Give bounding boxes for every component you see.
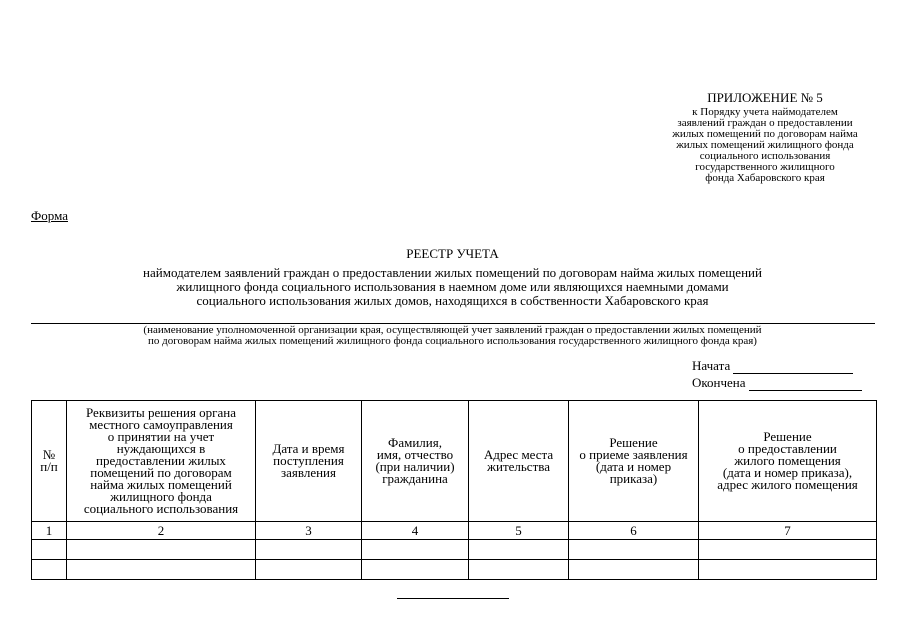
header-address: Адрес места жительства (469, 401, 569, 522)
header-citizen-name: Фамилия, имя, отчество (при наличии) гражданина (362, 401, 469, 522)
appendix-line: фонда Хабаровского края (705, 172, 825, 184)
organization-note-line: по договорам найма жилых помещений жилищного фонда социального использования государственного жилищного фонда края) (148, 335, 757, 347)
table-row (32, 540, 877, 560)
table-cell (256, 540, 362, 560)
register-subtitle (0, 266, 905, 308)
table-header-row (32, 401, 877, 522)
column-number: 2 (67, 522, 256, 540)
column-number: 6 (569, 522, 699, 540)
table-cell (469, 560, 569, 580)
register-dates (692, 357, 862, 391)
table-cell (32, 540, 67, 560)
table-row (32, 560, 877, 580)
appendix-line: социального использования (699, 150, 831, 162)
appendix-title: ПРИЛОЖЕНИЕ № 5 (707, 90, 823, 105)
finished-field (749, 378, 862, 391)
footnote-divider (397, 598, 509, 599)
register-subtitle-line: наймодателем заявлений граждан о предоставлении жилых помещений по договорам найма жилых помещений (143, 265, 762, 280)
appendix-line: государственного жилищного (695, 161, 835, 173)
register-title: РЕЕСТР УЧЕТА (406, 246, 499, 261)
appendix-line: жилых помещений жилищного фонда (676, 139, 854, 151)
started-row (692, 357, 862, 374)
form-label: Форма (31, 208, 68, 223)
finished-row (692, 374, 862, 391)
header-decision-details: Реквизиты решения органа местного самоуправления о принятии на учет нуждающихся в предоставлении жилых помещений по договорам найма жилых помещений жилищного фонда социального использования (67, 401, 256, 522)
column-number: 7 (699, 522, 877, 540)
finished-label: Окончена (692, 375, 746, 390)
table-cell (699, 560, 877, 580)
table-cell (569, 540, 699, 560)
started-label: Начата (692, 358, 731, 373)
appendix-line: заявлений граждан о предоставлении (677, 117, 853, 129)
appendix-line: к Порядку учета наймодателем (692, 106, 838, 118)
column-number: 4 (362, 522, 469, 540)
appendix-line: жилых помещений по договорам найма (672, 128, 858, 140)
table-cell (469, 540, 569, 560)
table-cell (362, 540, 469, 560)
header-acceptance-decision: Решение о приеме заявления (дата и номер приказа) (569, 401, 699, 522)
table-cell (67, 560, 256, 580)
appendix-block (640, 90, 890, 184)
table-cell (569, 560, 699, 580)
register-subtitle-line: жилищного фонда социального использования в наемном доме или являющихся наемными домами (176, 279, 729, 294)
organization-note-line: (наименование уполномоченной организации края, осуществляющей учет заявлений граждан о предоставлении жилых помещений (143, 324, 762, 336)
started-field (733, 361, 853, 374)
column-number: 5 (469, 522, 569, 540)
column-number-row (32, 522, 877, 540)
register-table (31, 400, 877, 580)
header-received-datetime: Дата и время поступления заявления (256, 401, 362, 522)
column-number: 3 (256, 522, 362, 540)
organization-note (0, 325, 905, 347)
header-number: № п/п (32, 401, 67, 522)
table-cell (32, 560, 67, 580)
register-subtitle-line: социального использования жилых домов, находящихся в собственности Хабаровского края (196, 293, 709, 308)
table-cell (362, 560, 469, 580)
header-provision-decision: Решение о предоставлении жилого помещения (дата и номер приказа), адрес жилого помещения (699, 401, 877, 522)
column-number: 1 (32, 522, 67, 540)
table-cell (67, 540, 256, 560)
table-cell (699, 540, 877, 560)
table-cell (256, 560, 362, 580)
